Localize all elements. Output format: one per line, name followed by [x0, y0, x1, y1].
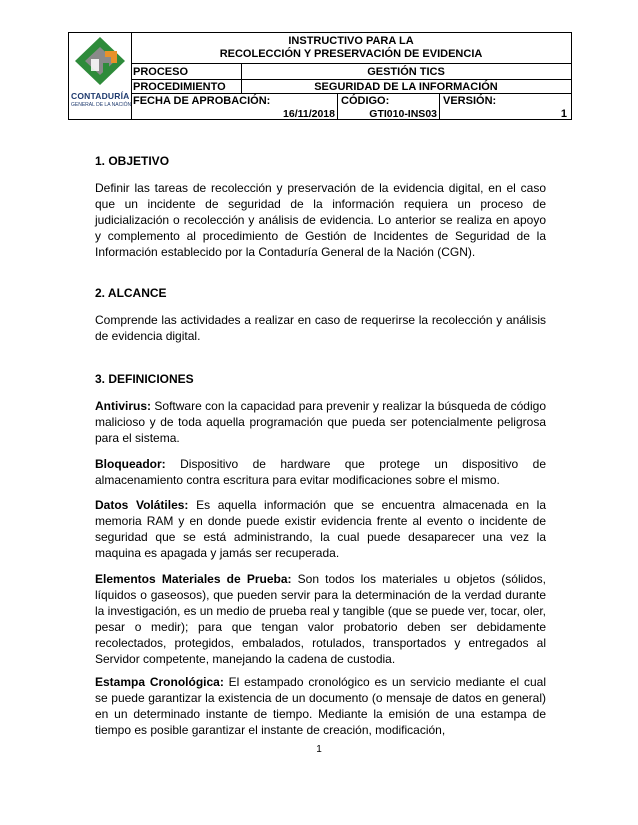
- document-header: [68, 32, 572, 120]
- fecha-value: 16/11/2018: [283, 108, 335, 120]
- definition-term: Estampa Cronológica:: [95, 675, 224, 689]
- definition-text: Software con la capacidad para prevenir y realizar la búsqueda de código malicioso y de toda aquella programación que pueda ser potencialmente peligrosa para el sistema.: [95, 399, 546, 445]
- version-label: VERSIÓN:: [443, 95, 497, 107]
- cgn-logo-mark: [69, 33, 131, 91]
- logo-subtitle: GENERAL DE LA NACIÓN: [71, 102, 132, 108]
- section-objetivo-title: 1. OBJETIVO: [95, 154, 170, 168]
- codigo-value: GTI010-INS03: [369, 108, 437, 120]
- cgn-logo: [69, 33, 132, 119]
- section-objetivo-text: Definir las tareas de recolección y preservación de la evidencia digital, en el caso que un incidente de seguridad de la información requiera un proceso de judicialización o recolección y análisis de evidencia. Lo anterior se realiza en apoyo y complemento al procedimiento de Gestión de Incidentes de Seguridad de la Información establecido por la Contaduría General de la Nación (CGN).: [95, 181, 546, 259]
- codigo-label: CÓDIGO:: [341, 95, 390, 107]
- proceso-value: GESTIÓN TICS: [367, 66, 445, 78]
- divider: [131, 79, 571, 80]
- section-alcance-title: 2. ALCANCE: [95, 286, 167, 300]
- doc-title-line1: INSTRUCTIVO PARA LA: [288, 35, 414, 47]
- definition-term: Elementos Materiales de Prueba:: [95, 572, 292, 586]
- definition-item: [95, 571, 546, 667]
- definition-text: Dispositivo de hardware que protege un dispositivo de almacenamiento contra escritura para evitar modificaciones sobre el mismo.: [95, 457, 546, 487]
- procedimiento-value: SEGURIDAD DE LA INFORMACIÓN: [314, 81, 498, 93]
- definition-term: Bloqueador:: [95, 457, 166, 471]
- divider: [131, 63, 571, 64]
- fecha-label: FECHA DE APROBACIÓN:: [133, 95, 271, 107]
- page-number: 1: [316, 744, 322, 755]
- divider: [337, 93, 338, 119]
- definition-item: [95, 456, 546, 488]
- divider: [439, 93, 440, 119]
- divider: [131, 93, 571, 94]
- definition-text: Es aquella información que se encuentra almacenada en la memoria RAM y en donde puede existir evidencia frente al evento o incidente de seguridad que se está administrando, la cual puede desaparecer una vez la maquina es apagada y jamás ser recuperada.: [95, 498, 546, 560]
- section-alcance-text: Comprende las actividades a realizar en caso de requerirse la recolección y análisis de evidencia digital.: [95, 313, 546, 343]
- definition-text: Son todos los materiales u objetos (sólidos, líquidos o gaseosos), que pueden servir para la determinación de la verdad durante la investigación, es un medio de prueba real y tangible (que se puede ver, tocar, oler, pesar o medir); para que tengan valor probatorio deben ser debidamente recolectados, protegidos, embalados, rotulados, transportados y entregados al Servidor competente, manejando la cadena de custodia.: [95, 572, 546, 666]
- definition-item: [95, 497, 546, 561]
- version-value: 1: [560, 108, 567, 120]
- section-definiciones-title: 3. DEFINICIONES: [95, 372, 194, 386]
- doc-title-line2: RECOLECCIÓN Y PRESERVACIÓN DE EVIDENCIA: [219, 48, 483, 60]
- definition-item: [95, 674, 546, 738]
- logo-name: CONTADURÍA: [71, 91, 130, 101]
- definition-text: El estampado cronológico es un servicio mediante el cual se puede garantizar la existencia de un documento (o mensaje de datos en general) en un determinado instante de tiempo. Mediante la emisión de una estampa de tiempo es posible garantizar el instante de creación, modificación,: [95, 675, 546, 737]
- proceso-label: PROCESO: [133, 66, 189, 78]
- definition-item: [95, 398, 546, 446]
- procedimiento-label: PROCEDIMIENTO: [133, 81, 226, 93]
- definition-term: Datos Volátiles:: [95, 498, 189, 512]
- definition-term: Antivirus:: [95, 399, 152, 413]
